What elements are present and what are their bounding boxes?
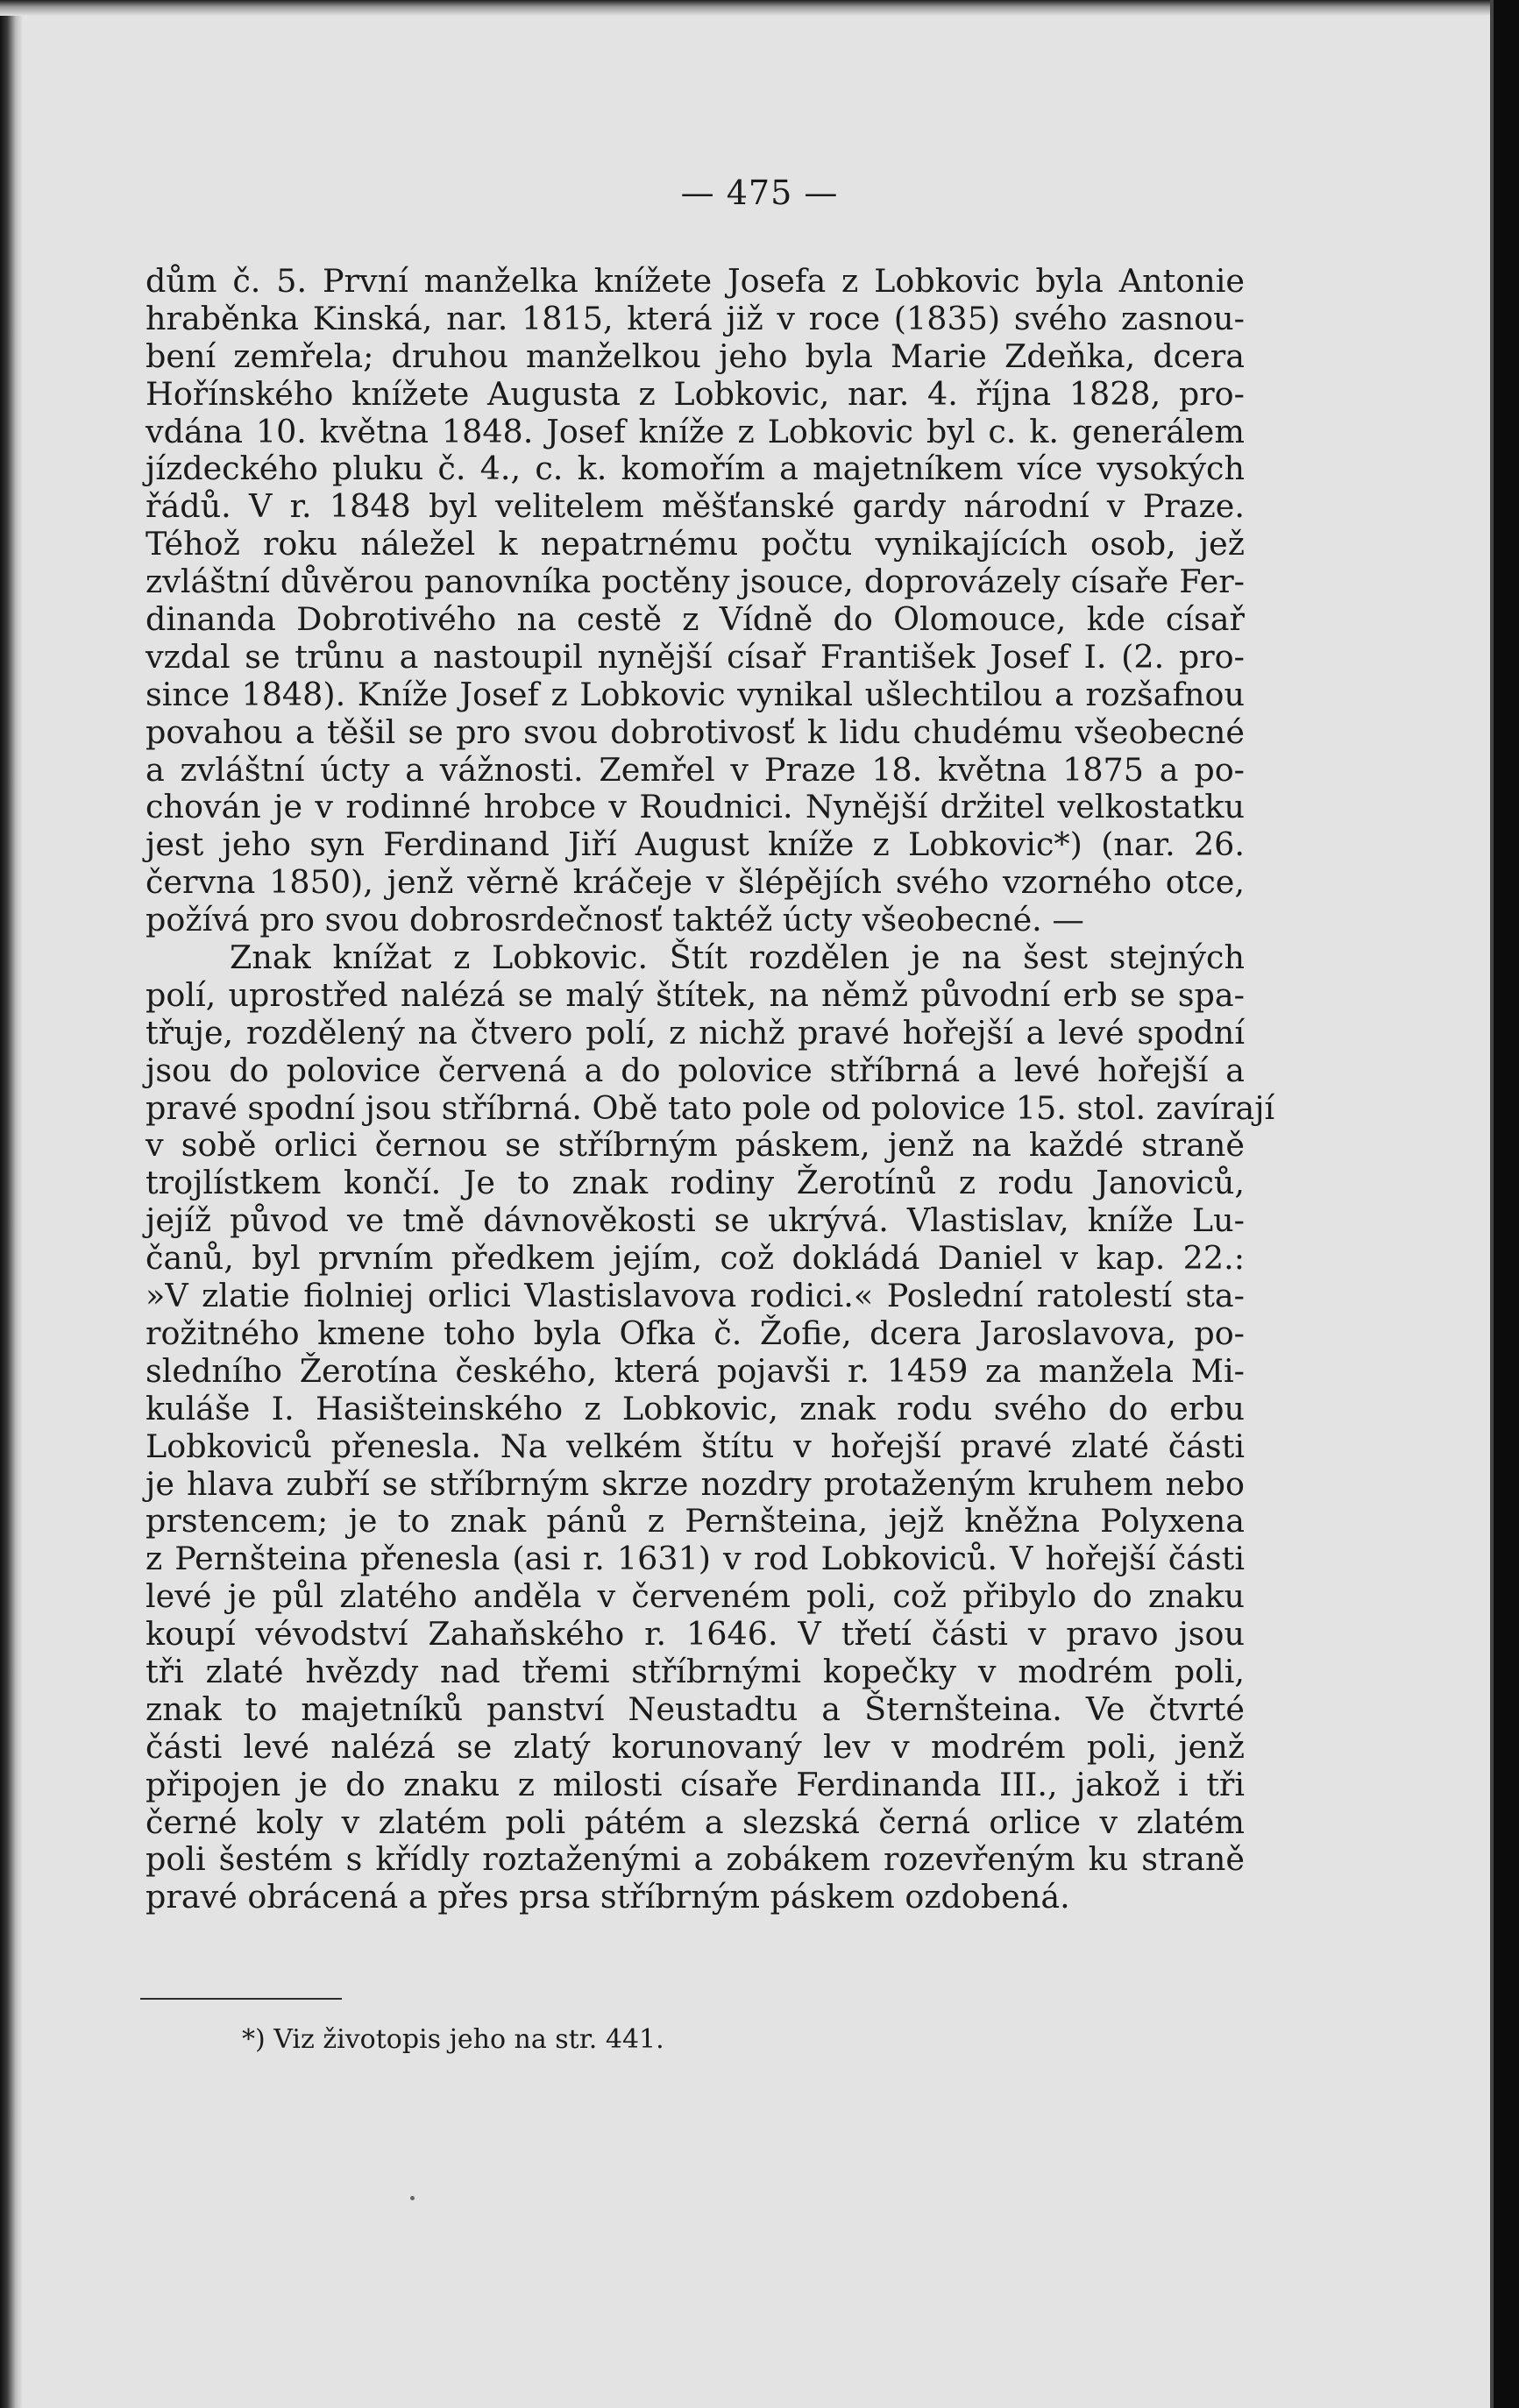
text-line: znak to majetníků panství Neustadtu a Šternšteina. Ve čtvrté [146, 1689, 1245, 1728]
text-line: levé je půl zlatého anděla v červeném poli, což přibylo do znaku [146, 1577, 1245, 1616]
text-line: trojlístkem končí. Je to znak rodiny Žerotínů z rodu Janoviců, [146, 1164, 1245, 1202]
text-line: rožitného kmene toho byla Ofka č. Žofie, dcera Jaroslavova, po- [146, 1314, 1245, 1352]
text-line: povahou a těšil se pro svou dobrotivosť k lidu chudému všeobecné [146, 712, 1245, 751]
page-number: — 475 — [680, 174, 839, 212]
text-line: je hlava zubří se stříbrným skrze nozdry protaženým kruhem nebo [146, 1464, 1245, 1503]
text-line: třuje, rozdělený na čtvero polí, z nichž pravé hořejší a levé spodní [146, 1013, 1245, 1052]
footnote-separator [140, 1998, 342, 2000]
text-line: jízdeckého pluku č. 4., c. k. komořím a majetníkem více vysokých [146, 450, 1245, 488]
footnote: *) Viz životopis jeho na str. 441. [242, 2024, 664, 2055]
body-text [146, 262, 1275, 1916]
text-line: dinanda Dobrotivého na cestě z Vídně do Olomouce, kde císař [146, 600, 1245, 639]
page-left-edge-shadow [0, 0, 23, 2408]
text-line: z Pernšteina přenesla (asi r. 1631) v rod Lobkoviců. V hořejší části [146, 1540, 1245, 1578]
text-line: tři zlaté hvězdy nad třemi stříbrnými kopečky v modrém poli, [146, 1652, 1245, 1690]
text-line: černé koly v zlatém poli pátém a slezská černá orlice v zlatém [146, 1802, 1245, 1841]
text-line: kuláše I. Hasišteinského z Lobkovic, znak rodu svého do erbu [146, 1389, 1245, 1427]
text-line: pravé spodní jsou stříbrná. Obě tato pole od polovice 15. stol. zavírají [146, 1088, 1275, 1127]
text-line: Hořínského knížete Augusta z Lobkovic, nar. 4. října 1828, pro- [146, 374, 1245, 413]
text-line: polí, uprostřed nalézá se malý štítek, na němž původní erb se spa- [146, 975, 1245, 1014]
text-line: jest jeho syn Ferdinand Jiří August kníže z Lobkovic*) (nar. 26. [146, 825, 1245, 864]
text-line: vdána 10. května 1848. Josef kníže z Lobkovic byl c. k. generálem [146, 412, 1245, 450]
text-line: pravé obrácená a přes prsa stříbrným páskem ozdobená. [146, 1878, 1070, 1916]
text-line: požívá pro svou dobrosrdečnosť taktéž úcty všeobecné. — [146, 901, 1084, 939]
text-line: zvláštní důvěrou panovníka poctěny jsouce, doprovázely císaře Fer- [146, 563, 1245, 601]
text-line: »V zlatie fiolniej orlici Vlastislavova rodici.« Poslední ratolestí sta- [146, 1277, 1245, 1315]
text-line: Téhož roku náležel k nepatrnému počtu vynikajících osob, jež [146, 525, 1245, 563]
text-line: připojen je do znaku z milosti císaře Ferdinanda III., jakož i tři [146, 1765, 1245, 1803]
text-line: bení zemřela; druhou manželkou jeho byla Marie Zdeňka, dcera [146, 336, 1245, 375]
text-line: vzdal se trůnu a nastoupil nynější císař František Josef I. (2. pro- [146, 637, 1245, 676]
text-line: hraběnka Kinská, nar. 1815, která již v roce (1835) svého zasnou- [146, 299, 1245, 337]
text-line: čanů, byl prvním předkem jejím, což dokládá Daniel v kap. 22.: [146, 1239, 1245, 1278]
text-line: since 1848). Kníže Josef z Lobkovic vynikal ušlechtilou a rozšafnou [146, 675, 1245, 713]
text-line: v sobě orlici černou se stříbrným páskem, jenž na každé straně [146, 1126, 1245, 1165]
page-speck [410, 2196, 415, 2200]
text-line: jejíž původ ve tmě dávnověkosti se ukrývá. Vlastislav, kníže Lu- [146, 1201, 1245, 1240]
text-line: chován je v rodinné hrobce v Roudnici. Nynější držitel velkostatku [146, 788, 1245, 826]
text-line: části levé nalézá se zlatý korunovaný lev v modrém poli, jenž [146, 1727, 1245, 1766]
text-line: poli šestém s křídly roztaženými a zobákem rozevřeným ku straně [146, 1840, 1245, 1879]
text-line: koupí vévodství Zahaňského r. 1646. V třetí části v pravo jsou [146, 1615, 1245, 1654]
text-line: Znak knížat z Lobkovic. Štít rozdělen je na šest stejných [230, 938, 1245, 977]
text-line: a zvláštní úcty a vážnosti. Zemřel v Praze 18. května 1875 a po- [146, 750, 1245, 789]
text-line: Lobkoviců přenesla. Na velkém štítu v hořejší pravé zlaté části [146, 1427, 1245, 1465]
text-line: prstencem; je to znak pánů z Pernšteina, jejž kněžna Polyxena [146, 1502, 1245, 1540]
text-line: sledního Žerotína českého, která pojavši r. 1459 za manžela Mi- [146, 1351, 1245, 1390]
text-line: dům č. 5. První manželka knížete Josefa z Lobkovic byla Antonie [146, 262, 1245, 300]
text-line: řádů. V r. 1848 byl velitelem měšťanské gardy národní v Praze. [146, 487, 1245, 526]
text-line: června 1850), jenž věrně kráčeje v šlépějích svého vzorného otce, [146, 863, 1245, 902]
text-line: jsou do polovice červená a do polovice stříbrná a levé hořejší a [146, 1051, 1245, 1089]
page-top-edge-shadow [0, 0, 1490, 16]
